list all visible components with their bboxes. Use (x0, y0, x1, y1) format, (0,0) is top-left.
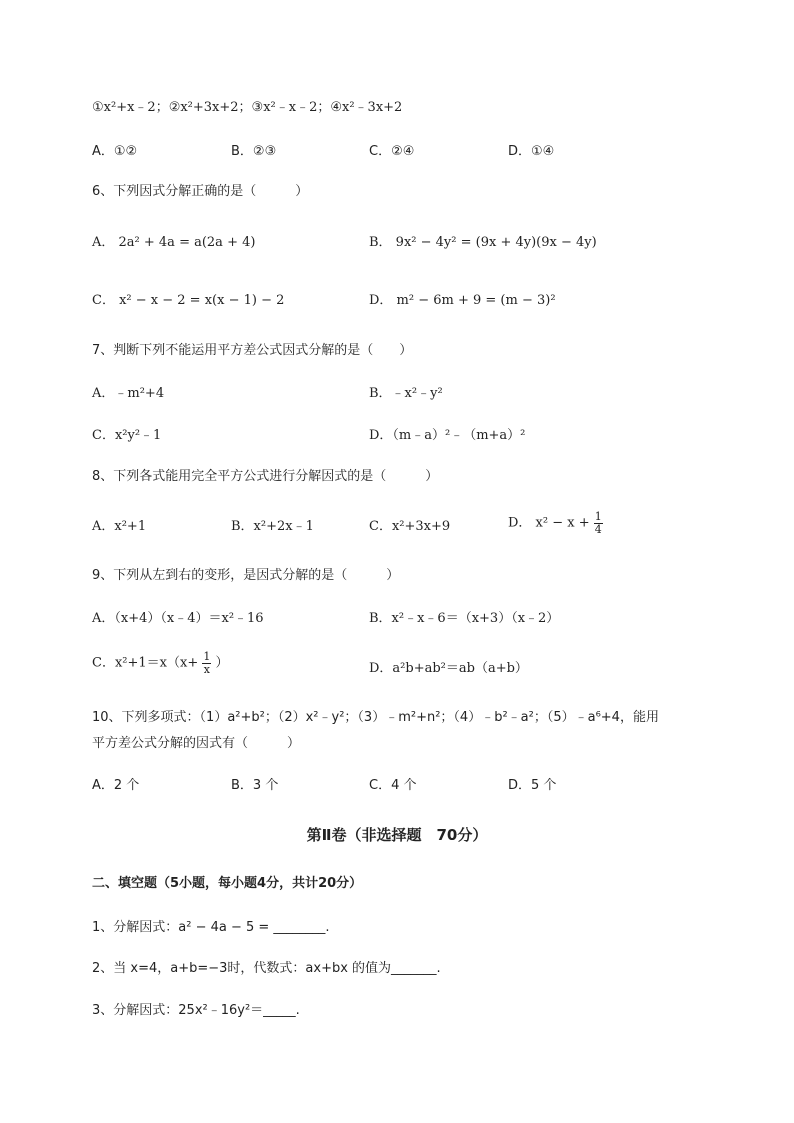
q5-option-a[interactable]: A．①② (92, 144, 138, 159)
q8-option-b[interactable]: B．x²+2x﹣1 (231, 519, 314, 534)
q10-option-c[interactable]: C．4 个 (369, 778, 417, 793)
q8-option-d[interactable] (508, 511, 603, 535)
q9-option-a[interactable]: A．（x+4）（x﹣4）＝x²﹣16 (92, 611, 264, 626)
q10-stem-line1: 10、下列多项式：（1）a²+b²；（2）x²﹣y²；（3）﹣m²+n²；（4）﹣b²﹣a²；（5）﹣a⁶+4，能用 (92, 710, 659, 725)
q7-option-d[interactable]: D．（m﹣a）²﹣（m+a）² (369, 428, 526, 443)
q7-option-b[interactable]: B．﹣x²﹣y² (369, 386, 443, 401)
q9-option-c-suffix: ） (215, 655, 229, 671)
fill-q2: 2、当 x=4，a+b=−3时，代数式：ax+bx 的值为_______. (92, 961, 441, 976)
q5-option-b[interactable]: B．②③ (231, 144, 277, 159)
q7-stem: 7、判断下列不能运用平方差公式因式分解的是（ ） (92, 343, 413, 358)
q10-option-d[interactable]: D．5 个 (508, 778, 557, 793)
fill-q3: 3、分解因式：25x²﹣16y²＝_____. (92, 1003, 300, 1018)
q10-option-a[interactable]: A．2 个 (92, 778, 140, 793)
q8-option-d-text: D． x² − x + (508, 515, 590, 531)
q10-option-b[interactable]: B．3 个 (231, 778, 279, 793)
part2-title: 第Ⅱ卷（非选择题 70分） (306, 826, 488, 844)
q5-statement: ①x²+x﹣2；②x²+3x+2；③x²﹣x﹣2；④x²﹣3x+2 (92, 100, 403, 115)
q10-stem-line2: 平方差公式分解的因式有（ ） (92, 736, 301, 751)
q6-option-c[interactable]: C． x² − x − 2 = x(x − 1) − 2 (92, 293, 285, 308)
q6-stem: 6、下列因式分解正确的是（ ） (92, 184, 309, 199)
q8-stem: 8、下列各式能用完全平方公式进行分解因式的是（ ） (92, 469, 439, 484)
q9-option-b[interactable]: B．x²﹣x﹣6＝（x+3）（x﹣2） (369, 611, 560, 626)
section-heading: 二、填空题（5小题，每小题4分，共计20分） (92, 876, 363, 891)
fraction-numerator: 1 (203, 650, 211, 663)
q8-option-c[interactable]: C．x²+3x+9 (369, 519, 451, 534)
q9-option-c-text: C．x²+1＝x（x+ (92, 655, 199, 671)
fill-q1: 1、分解因式：a² − 4a − 5 = ________. (92, 920, 330, 935)
q6-option-b[interactable]: B． 9x² − 4y² = (9x + 4y)(9x − 4y) (369, 235, 597, 250)
q6-option-d[interactable]: D． m² − 6m + 9 = (m − 3)² (369, 293, 556, 308)
fraction-numerator: 1 (594, 510, 602, 523)
q7-option-a[interactable]: A．﹣m²+4 (92, 386, 165, 401)
q9-option-c[interactable] (92, 651, 229, 675)
q9-stem: 9、下列从左到右的变形，是因式分解的是（ ） (92, 568, 400, 583)
q9-option-d[interactable]: D．a²b+ab²＝ab（a+b） (369, 661, 528, 676)
q6-option-a[interactable]: A． 2a² + 4a = a(2a + 4) (92, 235, 256, 250)
fraction-denominator: 4 (594, 522, 602, 536)
fraction (594, 511, 603, 535)
q5-option-d[interactable]: D．①④ (508, 144, 555, 159)
fraction (202, 651, 211, 675)
fraction-denominator: x (203, 662, 210, 676)
q8-option-a[interactable]: A．x²+1 (92, 519, 147, 534)
q5-option-c[interactable]: C．②④ (369, 144, 415, 159)
q7-option-c[interactable]: C．x²y²﹣1 (92, 428, 162, 443)
